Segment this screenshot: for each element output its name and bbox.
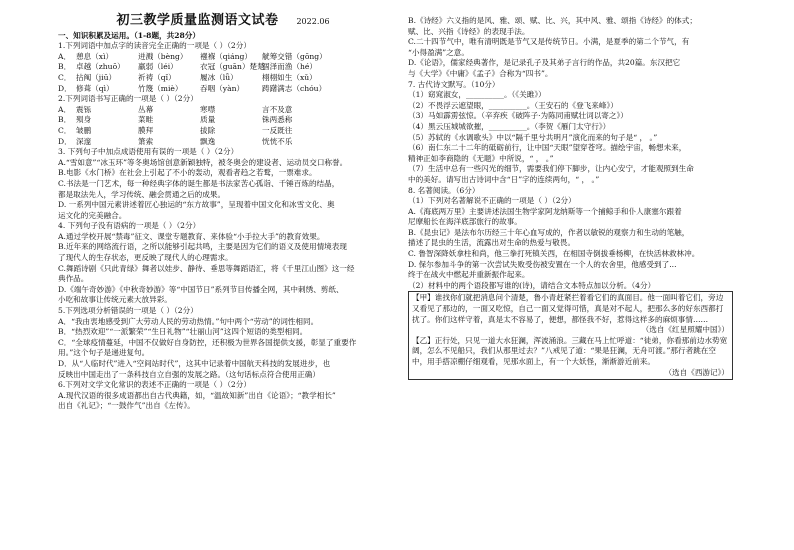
option-item: 恍恍不乐 (262, 136, 293, 146)
q8-line: 终于在战火中燃起并重新振作起来。 (408, 270, 530, 280)
option-item: 羸弱（léi） (138, 62, 178, 72)
option-item: 拔除 (200, 125, 216, 135)
option-item: 皱鹏 (76, 125, 92, 135)
q1-options (58, 52, 388, 94)
q6-lines (58, 391, 388, 412)
q3-line: C.书法是一门艺术，每一种经典字体的诞生都是书法家苦心孤诣、千锤百炼的结晶， (58, 178, 340, 188)
q6-line: A.现代汉语的很多成语都出自古代典籍，如，“温故知新”出自《论语》；“教学相长” (58, 390, 336, 400)
q7-line: （4）黑云压城城欲摧，__________。（李贺《雁门太守行》） (408, 121, 611, 131)
option-letter: B． (58, 115, 72, 125)
q3-line: B.电影《水门桥》在社会上引起了不小的轰动，观看者趋之若鹜，一票难求。 (58, 168, 317, 178)
q1-option-row (58, 52, 388, 63)
option-item: 竹篾（miè） (138, 83, 183, 93)
q3-line: A.“雪如意”“冰玉环”等冬奥场馆创意新颖独特，被冬奥会的建设者、运动员交口称誉。 (58, 157, 348, 167)
option-item: 卓越（zhuō） (76, 62, 125, 72)
q8-sub2: （2）材料中的两个语段都写谁的(诗)，请结合文本特点加以分析。（4分） (408, 280, 656, 290)
q7-line: 中的美好。请写出古诗词中含“日”字的连续两句，“ ， 。” (408, 174, 600, 184)
q7-line: （1）窈窕淑女，__________。（《关雎》） (408, 90, 546, 100)
q5-line: 反映出中国走出了一条科技自立自强的发展之路。（这句话标点符合使用正确） (58, 369, 320, 379)
q5-line: A．“我由衷地感受到广大劳动人民的劳动热情。”句中两个“劳动”的词性相同。 (58, 316, 319, 326)
q4-line: A.通过学校开展“禁毒”征文、课堂专题教育、来体验“小手拉大手”的教育效果。 (58, 231, 325, 241)
option-item: 深邃 (76, 136, 92, 146)
option-item: 吞咽（yàn） (200, 83, 245, 93)
q4-line: 了现代人的生存状态，更反映了现代人的心理需求。 (58, 253, 233, 263)
source-yi: （选自《西游记》） (664, 367, 729, 377)
option-item: 箫索 (138, 136, 154, 146)
q2-option-row (58, 126, 388, 137)
option-item: 铢两悉称 (262, 115, 293, 125)
q7-line: （7）生活中总有一些闪光的细节，需要我们停下脚步，让内心安宁，才能观照到生命 (408, 164, 694, 174)
option-item: 拈阄（jiū） (76, 72, 117, 82)
option-item: 丛幕 (138, 104, 154, 114)
option-letter: A． (58, 51, 72, 61)
q8-line: A.《海底两万里》主要讲述法国生物学家阿龙纳斯等一个捕鲸手和仆人康塞尔跟着 (408, 206, 682, 216)
passage-yi: 【乙】正行处，只见一道大水狂澜，浑波涌浪。三藏在马上忙呼道：“徒弟，你看那前边水势宽阔，怎么不见船只，我们从那里过去？”八戒见了道：“果是狂澜，无舟可渡。”那行者跳在空中，用手搭凉棚仔细观看，见那水面上，有一个大妖怪，渐渐游近前来。 (412, 335, 728, 366)
q3-line: 运文化的完美融合。 (58, 210, 127, 220)
q8-lines (408, 207, 733, 281)
option-item: 憩息（xì） (76, 51, 114, 61)
q6-continued-line: “小得盈满”之意。 (408, 47, 469, 57)
q6-continued-line: 赋、比、兴指《诗经》的表现手法。 (408, 26, 530, 36)
q1-option-row (58, 62, 388, 73)
passage-jia: 【甲】谁找你们就把消息问个清楚，鲁小青赶紧拦着看它们的真面目。他一面叫着它们，旁边又看见了那边的，一面又吃惊，自己一面又觉得可惜，真是对不起人，把那么多的好东西都打扰了。你们这样守着，真是太不容易了，便想，都怪我不好，惹得这样多的麻烦事情…… (412, 293, 724, 324)
q4-line: 典作品。 (58, 274, 89, 284)
q5-line: B．“热烈欢迎”“一派繁荣”“生日礼物”“壮丽山河”这四个短语的类型相同。 (58, 327, 308, 337)
right-column (408, 16, 733, 380)
option-item: 踌躇满志（chóu） (262, 83, 327, 93)
option-item: 寒噤 (200, 104, 216, 114)
option-letter: A． (58, 104, 72, 114)
q6-continued-line: D.《论语》，儒家经典著作，是记录孔子及其弟子言行的作品，共20篇。东汉把它 (408, 58, 681, 68)
q2-option-row (58, 105, 388, 116)
exam-header (58, 13, 388, 28)
q6-continued-line: B.《诗经》六义指的是风、雅、颂、赋、比、兴，其中风、雅、颂指《诗经》的体式； (408, 16, 697, 25)
q7-stem: 7. 古代诗文默写。（10分） (408, 79, 500, 89)
q2-option-row (58, 137, 388, 148)
q7-lines (408, 90, 733, 185)
reading-frame (408, 291, 733, 380)
q7-line: 精神正如李商隐的《无题》中所说，“ ， 。” (408, 153, 554, 163)
option-item: 衣冠（guān）楚楚 (200, 62, 265, 72)
option-item: 质量 (200, 115, 216, 125)
option-item: 一反既往 (262, 125, 293, 135)
option-item: 栩栩如生（xǔ） (262, 72, 317, 82)
q8-line: D. 保尔参加斗争的第一次尝试失败受伤被安置在一个人的农舍里，他感受到了... (408, 259, 677, 269)
q7-line: （3）马如霹雳弦惊。（辛弃疾《破阵子·为陈同甫赋壮词以寄之》） (408, 111, 628, 121)
exam-date: 2022.06 (296, 17, 330, 26)
source-jia: （选自《红星照耀中国》） (641, 325, 729, 335)
q6-continued (408, 16, 733, 80)
q4-line: B.近年来的网络流行语，之所以能够引起共鸣，主要是因为它们的语义及使用情境表现 (58, 242, 347, 252)
option-item: 修葺（qì） (76, 83, 114, 93)
q6-line: 出自《礼记》；“一鼓作气”出自《左传》。 (58, 401, 195, 411)
option-item: 觥筹交错（gōng） (262, 51, 327, 61)
q4-line: C.舞蹈诗剧《只此青绿》舞者以娃步、静待、垂思等舞蹈语汇，将《千里江山图》这一经 (58, 263, 355, 273)
option-item: 飘逸 (200, 136, 216, 146)
option-letter: D． (58, 136, 72, 146)
q1-stem: 1.下列词语中加点字的读音完全正确的一项是（ ）（2分） (58, 41, 251, 51)
q4-line: 小吃和故事让传统元素大放异彩。 (58, 295, 172, 305)
option-item: 襁褓（qiáng） (200, 51, 252, 61)
q1-option-row (58, 84, 388, 95)
q2-option-row (58, 115, 388, 126)
q1-option-row (58, 73, 388, 84)
q6-stem: 6.下列对文学文化常识的表述不正确的一项是（ ）（2分） (58, 380, 251, 390)
q7-line: （6）南仁东二十二年的砥砺前行，让中国“天眼”望穿苍穹。描绘宇宙，畅想未来， (408, 143, 687, 153)
exam-title: 初三教学质量监测语文试卷 (116, 13, 279, 28)
q6-continued-line: 与《大学》《中庸》《孟子》合称为“四书”。 (408, 68, 553, 78)
option-item: 祈祷（qǐ） (138, 72, 176, 82)
option-item: 震铄 (76, 104, 92, 114)
q8-stem: 8. 名著阅读。（6分） (408, 185, 480, 195)
q3-line: D. 一系列中国元素讲述着匠心独运的“东方故事”，呈现着中国文化和冰雪文化、奥 (58, 200, 335, 210)
option-item: 迸溅（bèng） (138, 51, 188, 61)
q5-lines (58, 317, 388, 381)
q8-line: C. 鲁智深降妖拿柱和尚，他三拳打死镇关西，在相国寺倒拔垂杨柳，在快活林救林冲。 (408, 249, 700, 259)
q2-stem: 2.下列词语书写正确的一项是（ ）（2分） (58, 94, 198, 104)
q3-line: 都是取法先人，学习传统、融会贯通之后的成果。 (58, 189, 226, 199)
q8-sub1: （1）下列对名著解说不正确的一项是（ ）（2分） (408, 196, 576, 206)
q5-line: D．从“人临时代”进入“空间站时代”，这其中记录着中国航天科技的发展进步，也 (58, 359, 331, 368)
q4-line: D.《端午奇妙游》《中秋奇妙游》等“中国节日”系列节目传播全网，其中刺绣、剪纸、 (58, 284, 344, 294)
option-letter: C． (58, 72, 72, 82)
option-item: 履冰（lǚ） (200, 72, 238, 82)
option-letter: D． (58, 83, 72, 93)
q4-lines (58, 232, 388, 306)
q5-line: 用。”这个句子是递进复句。 (58, 348, 150, 358)
q8-line: 描述了昆虫的生活，流露出对生命的热爱与敬畏。 (408, 238, 576, 248)
q7-line: （2）不畏浮云遮望眼，__________。（王安石的《登飞来峰》） (408, 100, 618, 110)
option-item: 言不及意 (262, 104, 293, 114)
q3-lines (58, 158, 388, 222)
q8-line: 尼摩船长在海洋底部旅行的故事。 (408, 217, 522, 227)
option-item: 膜拜 (138, 125, 154, 135)
option-item: 涸泽而渔（hé） (262, 62, 317, 72)
q8-line: B.《昆虫记》是法布尔历经三十年心血写成的，作者以敏锐的观察力和生动的笔触， (408, 227, 690, 237)
q6-continued-line: C.二十四节气中，唯有清明既是节气又是传统节日。小满，是夏季的第二个节气，有 (408, 37, 690, 47)
option-item: 菜畦 (138, 115, 154, 125)
option-item: 殒身 (76, 115, 92, 125)
section-heading: 一、知识积累及运用。（1-8题，共28分） (58, 30, 200, 40)
q3-stem: 3. 下列句子中加点成语使用有误的一项是（ ）（2分） (58, 147, 239, 157)
q2-options (58, 105, 388, 147)
q5-stem: 5.下列选项分析错误的一项是（ ）（2分） (58, 306, 198, 316)
q4-stem: 4. 下列句子没有语病的一项是（ ）（2分） (58, 221, 201, 231)
q7-line: （5）苏轼的《水调歌头》中以“隔千里兮共明月”演化而来的句子是“ ， 。” (408, 132, 658, 142)
option-letter: B． (58, 62, 72, 72)
q5-line: C．“全球疫情蔓延，中国不仅做好自身防控，还积极为世界各国提供支援，彰显了重要作 (58, 337, 357, 347)
option-letter: C． (58, 125, 72, 135)
left-column (58, 13, 388, 412)
